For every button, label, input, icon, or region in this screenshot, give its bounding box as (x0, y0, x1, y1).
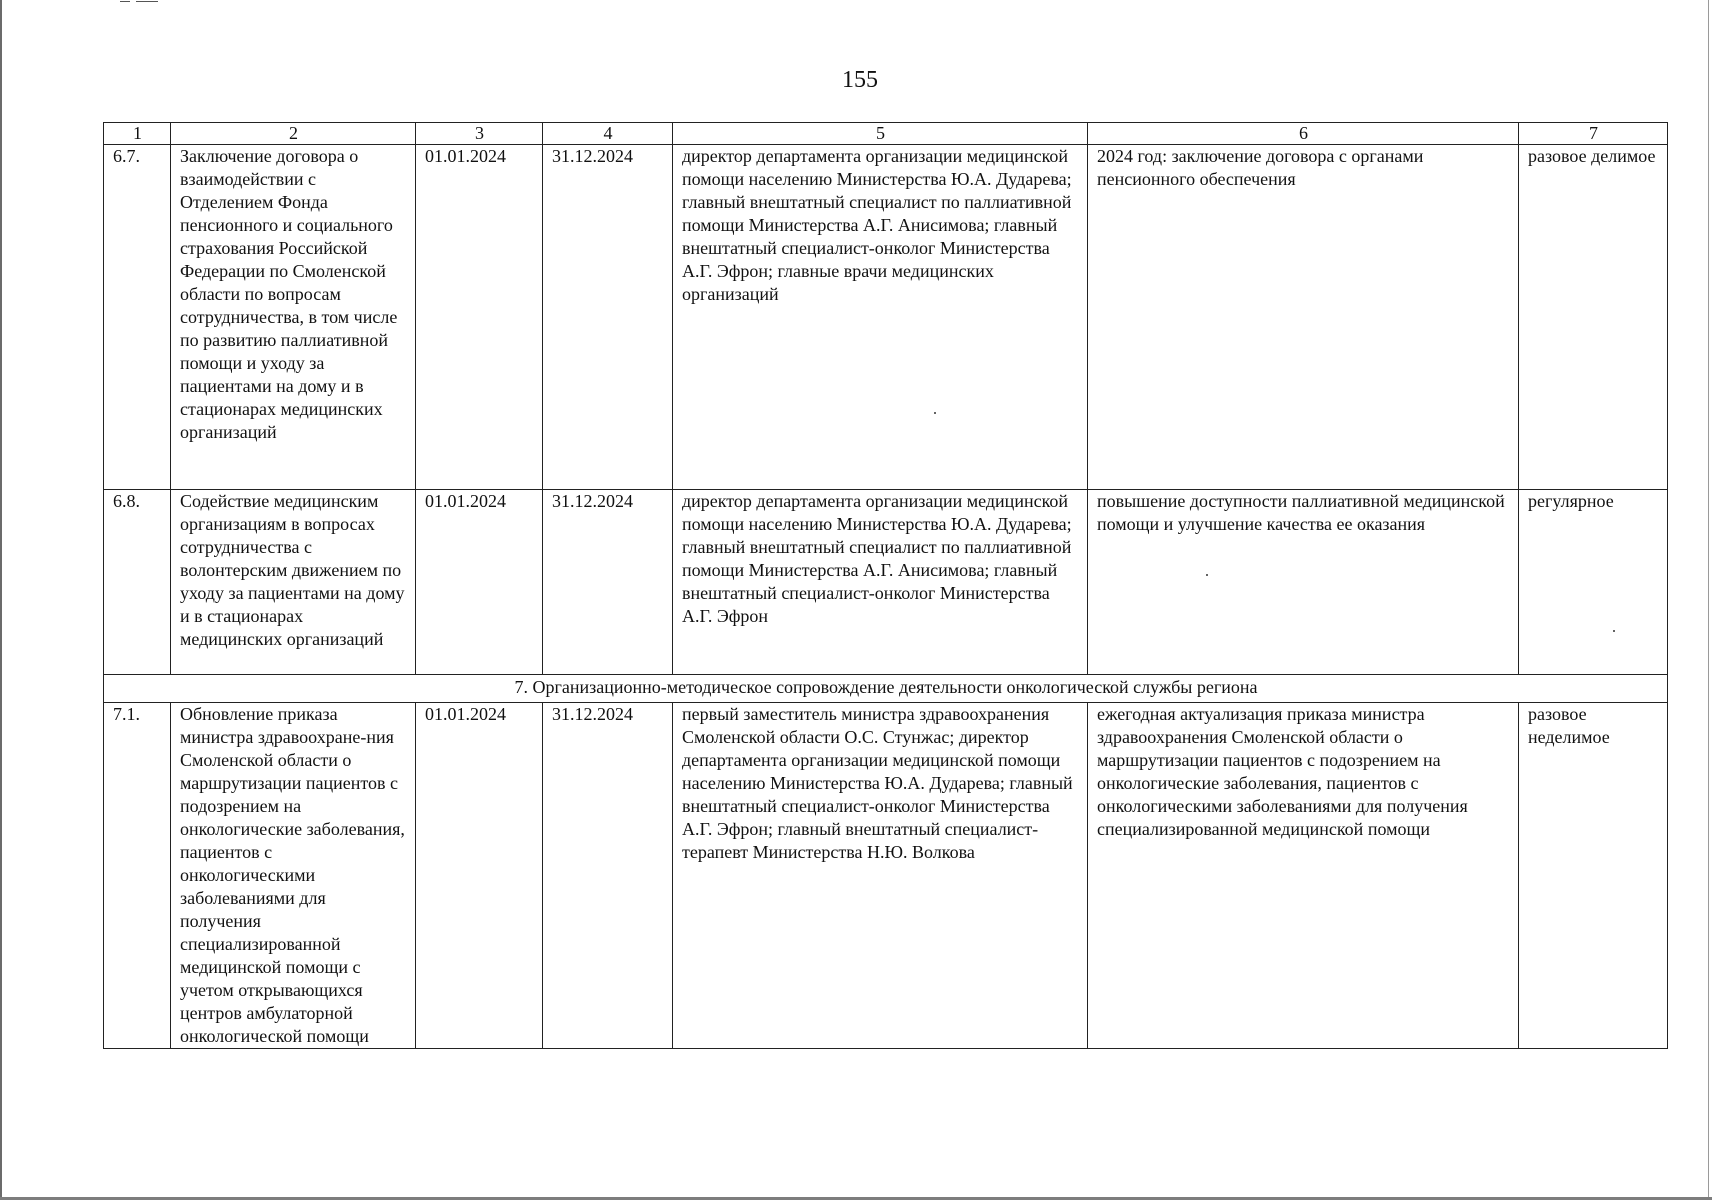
section-heading: 7. Организационно-методическое сопровождение деятельности онкологической службы региона (104, 675, 1668, 703)
responsible-cell: директор департамента организации медицинской помощи населению Министерства Ю.А. Дударева; главный внештатный специалист по паллиативной помощи Министерства А.Г. Анисимова; главный внештатный специалист-онколог Министерства А.Г. Эфрон; главные врачи медицинских организаций (673, 145, 1088, 490)
row-number-cell: 6.8. (104, 490, 171, 675)
scan-speck (934, 412, 936, 414)
column-number-7: 7 (1519, 123, 1668, 145)
type-cell: разовое неделимое (1519, 703, 1668, 1049)
scan-speck (1206, 574, 1208, 576)
activity-plan-table (103, 122, 1668, 1049)
responsible-cell: первый заместитель министра здравоохранения Смоленской области О.С. Стунжас; директор департамента организации медицинской помощи населению Министерства Ю.А. Дударева; главный внештатный специалист-онколог Министерства А.Г. Эфрон; главный внештатный специалист-терапевт Министерства Н.Ю. Волкова (673, 703, 1088, 1049)
activity-cell: Заключение договора о взаимодействии с Отделением Фонда пенсионного и социального страхования Российской Федерации по Смоленской области по вопросам сотрудничества, в том числе по развитию паллиативной помощи и уходу за пациентами на дому и в стационарах медицинских организаций (171, 145, 416, 490)
end-date-cell: 31.12.2024 (543, 145, 673, 490)
start-date-cell: 01.01.2024 (416, 703, 543, 1049)
type-cell: разовое делимое (1519, 145, 1668, 490)
row-number-cell: 6.7. (104, 145, 171, 490)
scan-marks-top (120, 0, 170, 4)
column-number-2: 2 (171, 123, 416, 145)
activity-cell: Содействие медицинским организациям в вопросах сотрудничества с волонтерским движением по уходу за пациентами на дому и в стационарах медицинских организаций (171, 490, 416, 675)
column-number-header-row (104, 123, 1668, 145)
activity-cell: Обновление приказа министра здравоохране-ния Смоленской области о маршрутизации пациентов с подозрением на онкологические заболевания, пациентов с онкологическими заболеваниями для получения специализированной медицинской помощи с учетом открывающихся центров амбулаторной онкологической помощи (171, 703, 416, 1049)
start-date-cell: 01.01.2024 (416, 145, 543, 490)
scan-edge-right (1708, 0, 1709, 1200)
scan-edge-left (0, 0, 2, 1200)
type-cell: регулярное (1519, 490, 1668, 675)
end-date-cell: 31.12.2024 (543, 703, 673, 1049)
table-row (104, 703, 1668, 1049)
table-row (104, 490, 1668, 675)
page-number: 155 (842, 67, 878, 93)
table-row (104, 145, 1668, 490)
end-date-cell: 31.12.2024 (543, 490, 673, 675)
section-heading-row (104, 675, 1668, 703)
start-date-cell: 01.01.2024 (416, 490, 543, 675)
column-number-6: 6 (1088, 123, 1519, 145)
column-number-5: 5 (673, 123, 1088, 145)
row-number-cell: 7.1. (104, 703, 171, 1049)
column-number-1: 1 (104, 123, 171, 145)
scan-speck (1613, 630, 1615, 632)
result-cell: ежегодная актуализация приказа министра здравоохранения Смоленской области о маршрутизации пациентов с подозрением на онкологические заболевания, пациентов с онкологическими заболеваниями для получения специализированной медицинской помощи (1088, 703, 1519, 1049)
column-number-4: 4 (543, 123, 673, 145)
result-cell: 2024 год: заключение договора с органами пенсионного обеспечения (1088, 145, 1519, 490)
column-number-3: 3 (416, 123, 543, 145)
result-cell: повышение доступности паллиативной медицинской помощи и улучшение качества ее оказания (1088, 490, 1519, 675)
responsible-cell: директор департамента организации медицинской помощи населению Министерства Ю.А. Дударева; главный внештатный специалист по паллиативной помощи Министерства А.Г. Анисимова; главный внештатный специалист-онколог Министерства А.Г. Эфрон (673, 490, 1088, 675)
